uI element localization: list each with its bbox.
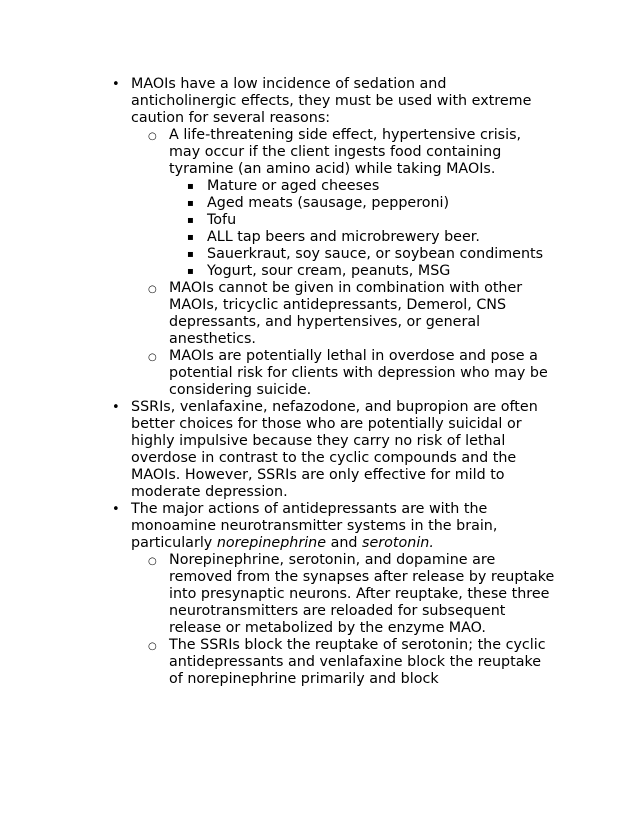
item-text: MAOIs cannot be given in combination with other MAOIs, tricyclic antidepressants, Demerol, CNS depressants, and hypertensives, or general anesthetics.	[169, 280, 523, 347]
bullet-circle: ○	[148, 352, 157, 363]
bullet-disc: •	[112, 77, 120, 92]
bullet-circle: ○	[148, 641, 157, 652]
bullet-disc: •	[112, 400, 120, 415]
food-item	[96, 263, 556, 280]
item-text: A life-threatening side effect, hypertensive crisis, may occur if the client ingests food containing tyramine (an amino acid) while taking MAOIs.	[169, 127, 522, 177]
bullet-circle: ○	[148, 556, 157, 567]
bullet-square: ▪	[187, 232, 194, 243]
bullet-circle: ○	[148, 131, 157, 142]
antidepressant-notes	[96, 76, 556, 688]
bullet-square: ▪	[187, 266, 194, 277]
emphasis-serotonin: serotonin.	[362, 535, 434, 551]
food-item	[96, 195, 556, 212]
item-text: The SSRIs block the reuptake of serotonin; the cyclic antidepressants and venlafaxine block the reuptake of norepinephrine primarily and block	[169, 637, 546, 687]
item-text: SSRIs, venlafaxine, nefazodone, and bupropion are often better choices for those who are potentially suicidal or highly impulsive because they carry no risk of lethal overdose in contrast to the cyclic compounds and the MAOIs. However, SSRIs are only effective for mild to moderate depression.	[131, 399, 538, 500]
bullet-circle: ○	[148, 284, 157, 295]
list-item-maoi-combination	[96, 280, 556, 348]
item-text: ALL tap beers and microbrewery beer.	[207, 229, 480, 245]
list-item-maoi-intro	[96, 76, 556, 127]
list-item-reuptake	[96, 552, 556, 637]
list-item-ssri-choice	[96, 399, 556, 501]
bullet-square: ▪	[187, 215, 194, 226]
item-text: Aged meats (sausage, pepperoni)	[207, 195, 450, 211]
item-text: Mature or aged cheeses	[207, 178, 380, 194]
list-item-maoi-overdose	[96, 348, 556, 399]
item-text-mid: and	[326, 535, 363, 551]
item-text: MAOIs have a low incidence of sedation and anticholinergic effects, they must be used with extreme caution for several reasons:	[131, 76, 532, 126]
item-text: Yogurt, sour cream, peanuts, MSG	[207, 263, 451, 279]
food-item	[96, 229, 556, 246]
list-item-ssri-block	[96, 637, 556, 688]
item-text: Norepinephrine, serotonin, and dopamine are removed from the synapses after release by reuptake into presynaptic neurons. After reuptake, these three neurotransmitters are reloaded for subsequent release or metabolized by the enzyme MAO.	[169, 552, 555, 636]
item-text-start: The major actions of antidepressants are with the monoamine neurotransmitter systems in the brain, particularly	[131, 501, 498, 551]
item-text: MAOIs are potentially lethal in overdose and pose a potential risk for clients with depression who may be considering suicide.	[169, 348, 548, 398]
emphasis-norepinephrine: norepinephrine	[216, 535, 327, 551]
item-text: Sauerkraut, soy sauce, or soybean condiments	[207, 246, 544, 262]
bullet-square: ▪	[187, 181, 194, 192]
food-item	[96, 212, 556, 229]
list-item-hypertensive-crisis	[96, 127, 556, 178]
bullet-disc: •	[112, 502, 120, 517]
food-item	[96, 246, 556, 263]
item-text: Tofu	[207, 212, 237, 228]
bullet-square: ▪	[187, 249, 194, 260]
food-item	[96, 178, 556, 195]
bullet-square: ▪	[187, 198, 194, 209]
list-item-major-actions	[96, 501, 556, 552]
